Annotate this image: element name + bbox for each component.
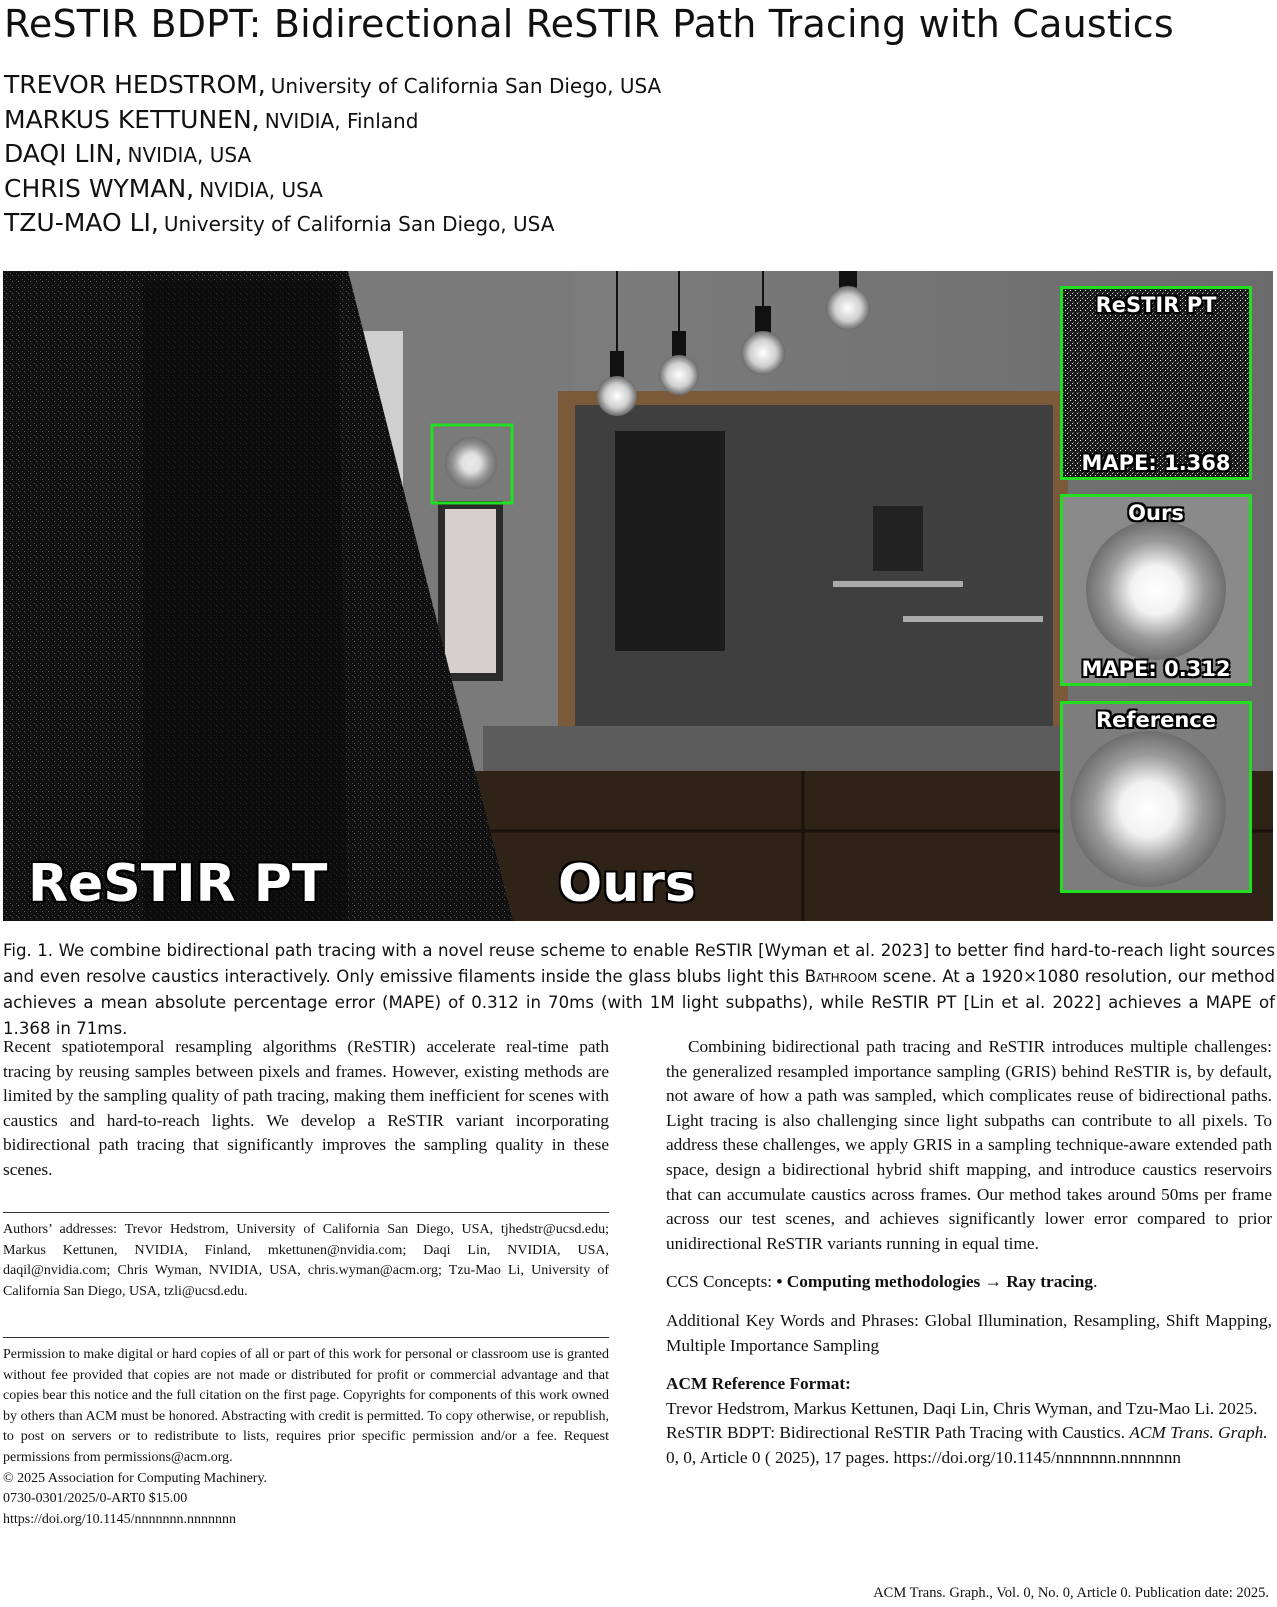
inset-metric: MAPE: 0.312	[1081, 657, 1231, 681]
author-list	[4, 70, 661, 243]
reference-text-end: 0, 0, Article 0 ( 2025), 17 pages. https://doi.org/10.1145/nnnnnnn.nnnnnnn	[666, 1447, 1182, 1467]
author-affiliation: University of California San Diego, USA	[163, 212, 555, 236]
ours-label: Ours	[558, 854, 696, 914]
ccs-bullet: •	[776, 1272, 787, 1292]
doi-link[interactable]: https://doi.org/10.1145/nnnnnnn.nnnnnnn	[3, 1511, 236, 1527]
caption-text-end: scene. At a 1920×1080 resolution, our method achieves a mean absolute percentage error (MAPE) of 0.312 in 70ms (with 1M light subpaths), while ReSTIR PT [Lin et al. 2022] achieves a MAPE of 1.368 in 71ms.	[3, 967, 1275, 1038]
abstract-paragraph: Recent spatiotemporal resampling algorithms (ReSTIR) accelerate real-time path tracing by reusing samples between pixels and frames. However, existing methods are limited by the sampling quality of path tracing, making them inefficient for scenes with caustics and hard-to-reach lights. We develop a ReSTIR variant incorporating bidirectional path tracing that significantly improves the sampling quality in these scenes.	[3, 1037, 609, 1179]
figure-caption	[3, 938, 1275, 1042]
footnote-divider	[3, 1337, 609, 1338]
author-affiliation: NVIDIA, USA	[199, 177, 323, 202]
caption-scene-name: Bathroom	[804, 967, 878, 986]
ccs-concepts	[666, 1270, 1272, 1295]
author-entry	[4, 70, 661, 105]
author-name: TREVOR HEDSTROM,	[4, 70, 266, 99]
inset-restir-pt	[1060, 286, 1252, 480]
reference-text: Trevor Hedstrom, Markus Kettunen, Daqi Lin, Chris Wyman, and Tzu-Mao Li. 2025. ReSTIR BDPT: Bidirectional ReSTIR Path Tracing with Caustics.	[666, 1398, 1258, 1443]
inset-metric: MAPE: 1.368	[1081, 451, 1231, 475]
abstract-left-column	[3, 1035, 609, 1183]
page-footer: ACM Trans. Graph., Vol. 0, No. 0, Article 0. Publication date: 2025.	[873, 1585, 1269, 1601]
author-affiliation: NVIDIA, Finland	[264, 108, 419, 133]
author-affiliation: University of California San Diego, USA	[270, 74, 662, 98]
authors-addresses: Authors’ addresses: Trevor Hedstrom, University of California San Diego, USA, tjhedstr@ucsd.edu; Markus Kettunen, NVIDIA, Finland, mkettunen@nvidia.com; Daqi Lin, NVIDIA, USA, daqil@nvidia.com; Chris Wyman, NVIDIA, USA, chris.wyman@acm.org; Tzu-Mao Li, University of California San Diego, USA, tzli@ucsd.edu.	[3, 1222, 609, 1299]
teaser-figure	[3, 271, 1273, 921]
author-name: DAQI LIN,	[4, 139, 123, 168]
reference-journal: ACM Trans. Graph.	[1129, 1423, 1268, 1443]
copyright-line: © 2025 Association for Computing Machinery.	[3, 1470, 268, 1486]
permission-text: Permission to make digital or hard copies of all or part of this work for personal or classroom use is granted without fee provided that copies are not made or distributed for profit or commercial advantage and that copies bear this notice and the full citation on the first page. Copyrights for components of this work owned by others than ACM must be honored. Abstracting with credit is permitted. To copy otherwise, or republish, to post on servers or to redistribute to lists, requires prior specific permission and/or a fee. Request permissions from permissions@acm.org.	[3, 1347, 609, 1465]
reference-heading	[666, 1372, 1272, 1397]
reference-heading-text: ACM Reference Format:	[666, 1374, 851, 1394]
reference-format	[666, 1397, 1272, 1471]
keywords: Additional Key Words and Phrases: Global Illumination, Resampling, Shift Mapping, Multiple Importance Sampling	[666, 1310, 1272, 1355]
footnote-divider	[3, 1212, 609, 1213]
author-entry	[4, 208, 661, 243]
author-name: CHRIS WYMAN,	[4, 173, 195, 203]
ccs-concept: Computing methodologies → Ray tracing	[786, 1272, 1094, 1292]
ccs-label: CCS Concepts:	[666, 1272, 777, 1292]
author-entry	[4, 174, 661, 209]
inset-reference	[1060, 701, 1252, 893]
author-entry	[4, 105, 661, 140]
inset-title: ReSTIR PT	[1095, 293, 1217, 317]
inset-title: Ours	[1128, 501, 1184, 525]
inset-title: Reference	[1095, 708, 1217, 732]
issn-line: 0730-0301/2025/0-ART0 $15.00	[3, 1491, 188, 1507]
abstract-right-column	[666, 1035, 1272, 1471]
author-name: TZU-MAO LI,	[4, 208, 159, 237]
inset-ours	[1060, 494, 1252, 686]
paper-title: ReSTIR BDPT: Bidirectional ReSTIR Path Tracing with Caustics	[4, 2, 1174, 46]
caption-text: Fig. 1. We combine bidirectional path tracing with a novel reuse scheme to enable ReSTIR [Wyman et al. 2023] to better find hard-to-reach light sources and even resolve caustics interactively. Only emissive filaments inside the glass blubs light this	[3, 941, 1275, 986]
author-entry	[4, 139, 661, 174]
author-affiliation: NVIDIA, USA	[127, 143, 252, 167]
restir-pt-label: ReSTIR PT	[28, 854, 328, 914]
abstract-paragraph: Combining bidirectional path tracing and ReSTIR introduces multiple challenges: the generalized resampled importance sampling (GRIS) behind ReSTIR is, by default, not aware of how a path was sampled, which complicates reuse of bidirectional paths. Light tracing is also challenging since light subpaths can contribute to all pixels. To address these challenges, we apply GRIS in a sampling technique-aware extended path space, design a bidirectional hybrid shift mapping, and introduce caustics reservoirs that can accumulate caustics across frames. Our method takes around 50ms per frame across our test scenes, and achieves significantly lower error compared to prior unidirectional ReSTIR variants running in equal time.	[666, 1037, 1272, 1253]
ccs-period: .	[1093, 1272, 1098, 1292]
permission-notice	[3, 1345, 609, 1555]
author-name: MARKUS KETTUNEN,	[4, 104, 260, 134]
inset-noise-image	[1063, 289, 1249, 477]
